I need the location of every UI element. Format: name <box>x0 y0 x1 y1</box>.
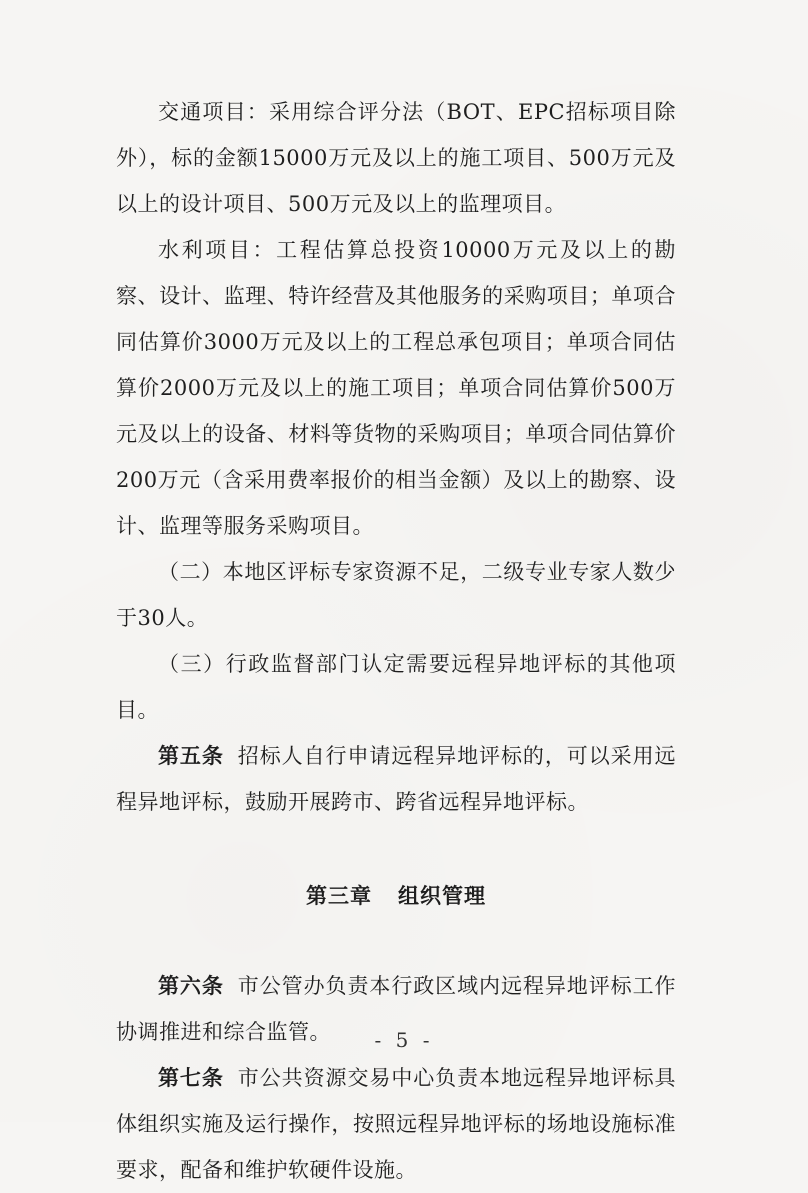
paragraph-transport-projects: 交通项目：采用综合评分法（BOT、EPC招标项目除外），标的金额15000万元及以上的施工项目、500万元及以上的设计项目、500万元及以上的监理项目。 <box>116 100 676 216</box>
chapter-title: 组织管理 <box>398 883 486 908</box>
article-7-text: 市公共资源交易中心负责本地远程异地评标具体组织实施及运行操作，按照远程异地评标的场地设施标准要求，配备和维护软硬件设施。 <box>116 1066 676 1182</box>
article-5-text: 招标人自行申请远程异地评标的，可以采用远程异地评标，鼓励开展跨市、跨省远程异地评标。 <box>116 744 676 814</box>
article-7 <box>116 1055 676 1193</box>
paragraph-item-3: （三）行政监督部门认定需要远程异地评标的其他项目。 <box>116 652 676 722</box>
paragraph-water-projects: 水利项目：工程估算总投资10000万元及以上的勘察、设计、监理、特许经营及其他服务的采购项目；单项合同估算价3000万元及以上的工程总承包项目；单项合同估算价2000万元及以上的施工项目；单项合同估算价500万元及以上的设备、材料等货物的采购项目；单项合同估算价200万元（含采用费率报价的相当金额）及以上的勘察、设计、监理等服务采购项目。 <box>116 238 676 538</box>
article-5-heading: 第五条 <box>158 743 224 768</box>
chapter-heading <box>116 873 676 919</box>
chapter-number: 第三章 <box>306 883 372 908</box>
article-6-text: 市公管办负责本行政区域内远程异地评标工作协调推进和综合监管。 <box>116 974 676 1044</box>
page-number: - 5 - <box>374 1028 434 1052</box>
paragraph-item-2: （二）本地区评标专家资源不足，二级专业专家人数少于30人。 <box>116 560 676 630</box>
article-7-heading: 第七条 <box>158 1065 224 1090</box>
article-5 <box>116 733 676 825</box>
article-6-heading: 第六条 <box>158 973 224 998</box>
